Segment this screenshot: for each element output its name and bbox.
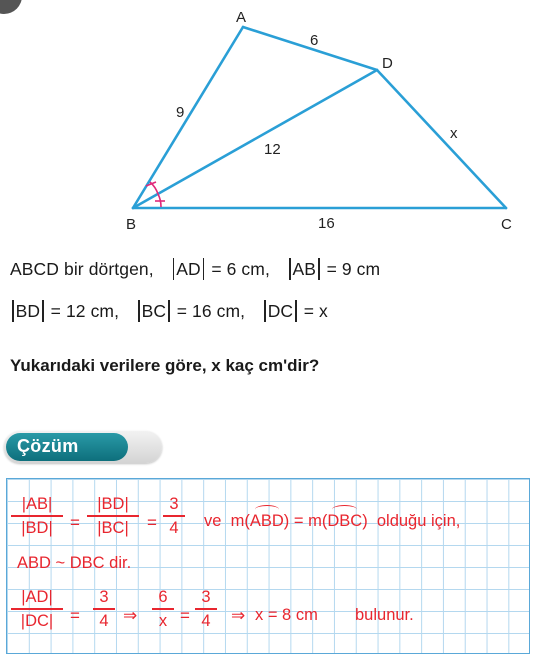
given-value: = x bbox=[303, 301, 328, 321]
question-text: Yukarıdaki verilere göre, x kaç cm'dir? bbox=[10, 356, 320, 375]
segment-name: AD bbox=[176, 259, 201, 279]
given-value: = 12 cm, bbox=[50, 301, 120, 321]
implies-arrow: ⇒ bbox=[231, 606, 246, 625]
segment-name: BD bbox=[15, 301, 41, 321]
result-value: x = 8 cm bbox=[255, 606, 318, 624]
vertex-label-D: D bbox=[382, 55, 393, 72]
segment-name: AB bbox=[292, 259, 317, 279]
segment-name: BC bbox=[141, 301, 167, 321]
equals-sign: = bbox=[180, 606, 190, 625]
segment-label-AB: 9 bbox=[176, 104, 185, 121]
equals-sign: = bbox=[147, 513, 157, 532]
quadrilateral-figure bbox=[0, 0, 534, 240]
given-line-2 bbox=[10, 300, 328, 322]
solution-badge bbox=[4, 431, 164, 465]
fraction-3-4: 3 4 bbox=[195, 587, 217, 631]
fraction-ab-bd: |AB| |BD| bbox=[11, 494, 63, 538]
implies-arrow: ⇒ bbox=[123, 606, 138, 625]
fraction-3-4: 3 4 bbox=[163, 494, 185, 538]
given-line-1 bbox=[10, 258, 380, 280]
solution-box bbox=[6, 478, 530, 654]
vertex-label-B: B bbox=[126, 216, 137, 233]
given-text: ABCD bir dörtgen, bbox=[10, 259, 154, 279]
similarity-statement: ABD ~ DBC dir. bbox=[17, 554, 132, 572]
given-value: = 16 cm, bbox=[176, 301, 246, 321]
segment-AB bbox=[133, 27, 243, 208]
segment-BD bbox=[133, 70, 377, 208]
equals-sign: = bbox=[70, 606, 80, 625]
fraction-3-4: 3 4 bbox=[93, 587, 115, 631]
fraction-ad-dc: |AD| |DC| bbox=[11, 587, 63, 631]
equals-sign: = bbox=[70, 513, 80, 532]
vertex-label-C: C bbox=[501, 216, 512, 233]
segment-label-AD: 6 bbox=[310, 32, 319, 49]
vertex-label-A: A bbox=[236, 9, 247, 26]
fraction-bd-bc: |BD| |BC| bbox=[87, 494, 139, 538]
segment-label-BC: 16 bbox=[318, 215, 335, 232]
given-value: = 9 cm bbox=[326, 259, 381, 279]
given-value: = 6 cm, bbox=[211, 259, 270, 279]
segment-label-DC: x bbox=[450, 125, 458, 142]
result-tail: bulunur. bbox=[355, 606, 414, 624]
segment-label-BD: 12 bbox=[264, 141, 281, 158]
solution-badge-label: Çözüm bbox=[17, 436, 79, 456]
segment-DC bbox=[377, 70, 506, 208]
angle-statement: ve m( ABD) = m( DBC) olduğu için, bbox=[204, 512, 460, 531]
fraction-6-x: 6 x bbox=[152, 587, 174, 631]
segment-name: DC bbox=[267, 301, 294, 321]
